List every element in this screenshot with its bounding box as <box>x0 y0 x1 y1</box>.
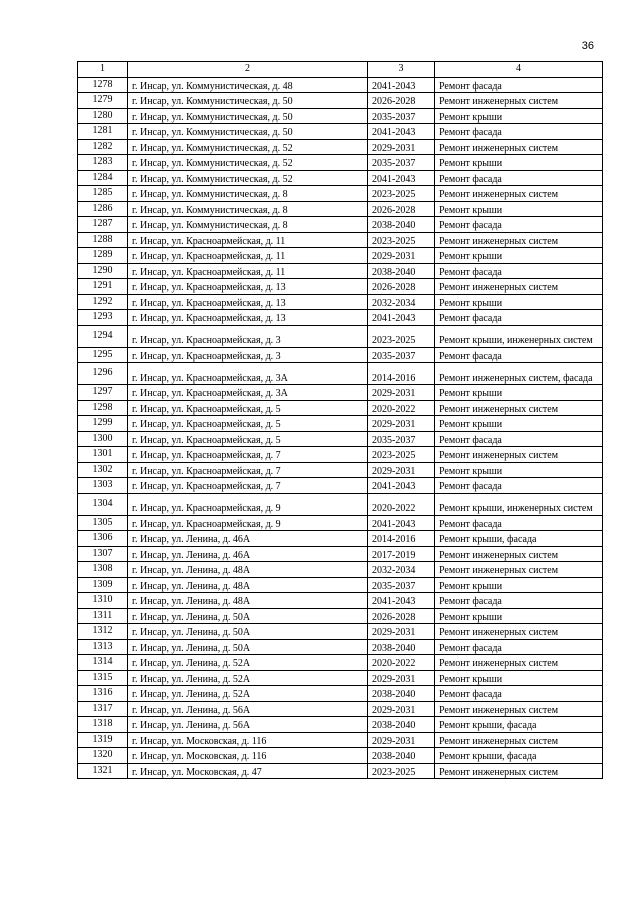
address-cell: г. Инсар, ул. Ленина, д. 50А <box>128 608 368 624</box>
row-number-cell: 1309 <box>78 577 128 593</box>
table-row <box>78 546 603 562</box>
period-cell: 2029-2031 <box>368 462 435 478</box>
table-row <box>78 531 603 547</box>
table-row <box>78 155 603 171</box>
period-cell: 2041-2043 <box>368 77 435 93</box>
address-cell: г. Инсар, ул. Красноармейская, д. 11 <box>128 248 368 264</box>
row-number-cell: 1295 <box>78 347 128 363</box>
work-type-cell: Ремонт фасада <box>435 593 603 609</box>
address-cell: г. Инсар, ул. Ленина, д. 48А <box>128 577 368 593</box>
table-row <box>78 248 603 264</box>
address-cell: г. Инсар, ул. Ленина, д. 48А <box>128 562 368 578</box>
row-number-cell: 1291 <box>78 279 128 295</box>
row-number-cell: 1301 <box>78 447 128 463</box>
address-cell: г. Инсар, ул. Красноармейская, д. 3 <box>128 325 368 347</box>
address-cell: г. Инсар, ул. Коммунистическая, д. 52 <box>128 139 368 155</box>
period-cell: 2035-2037 <box>368 577 435 593</box>
row-number-cell: 1306 <box>78 531 128 547</box>
work-type-cell: Ремонт фасада <box>435 124 603 140</box>
table-row <box>78 732 603 748</box>
period-cell: 2041-2043 <box>368 124 435 140</box>
address-cell: г. Инсар, ул. Красноармейская, д. 7 <box>128 462 368 478</box>
table-row <box>78 686 603 702</box>
table-row <box>78 310 603 326</box>
period-cell: 2041-2043 <box>368 478 435 494</box>
address-cell: г. Инсар, ул. Ленина, д. 56А <box>128 717 368 733</box>
work-type-cell: Ремонт инженерных систем <box>435 763 603 779</box>
period-cell: 2017-2019 <box>368 546 435 562</box>
address-cell: г. Инсар, ул. Красноармейская, д. 5 <box>128 400 368 416</box>
address-cell: г. Инсар, ул. Красноармейская, д. 5 <box>128 431 368 447</box>
table-row <box>78 763 603 779</box>
address-cell: г. Инсар, ул. Красноармейская, д. 3А <box>128 385 368 401</box>
table-row <box>78 701 603 717</box>
work-type-cell: Ремонт инженерных систем <box>435 232 603 248</box>
row-number-cell: 1313 <box>78 639 128 655</box>
row-number-cell: 1290 <box>78 263 128 279</box>
work-type-cell: Ремонт крыши <box>435 608 603 624</box>
table-row <box>78 263 603 279</box>
address-cell: г. Инсар, ул. Красноармейская, д. 5 <box>128 416 368 432</box>
work-type-cell: Ремонт фасада <box>435 77 603 93</box>
period-cell: 2035-2037 <box>368 431 435 447</box>
row-number-cell: 1296 <box>78 363 128 385</box>
address-cell: г. Инсар, ул. Красноармейская, д. 9 <box>128 493 368 515</box>
address-cell: г. Инсар, ул. Красноармейская, д. 13 <box>128 279 368 295</box>
row-number-cell: 1305 <box>78 515 128 531</box>
table-row <box>78 279 603 295</box>
work-type-cell: Ремонт инженерных систем, фасада <box>435 363 603 385</box>
work-type-cell: Ремонт инженерных систем <box>435 447 603 463</box>
period-cell: 2023-2025 <box>368 232 435 248</box>
header-col-1: 1 <box>78 62 128 78</box>
work-type-cell: Ремонт крыши <box>435 155 603 171</box>
table-row <box>78 139 603 155</box>
table-row <box>78 593 603 609</box>
row-number-cell: 1303 <box>78 478 128 494</box>
row-number-cell: 1316 <box>78 686 128 702</box>
address-cell: г. Инсар, ул. Красноармейская, д. 7 <box>128 447 368 463</box>
work-type-cell: Ремонт фасада <box>435 686 603 702</box>
work-type-cell: Ремонт крыши, фасада <box>435 717 603 733</box>
row-number-cell: 1312 <box>78 624 128 640</box>
row-number-cell: 1311 <box>78 608 128 624</box>
address-cell: г. Инсар, ул. Московская, д. 47 <box>128 763 368 779</box>
table-body <box>78 77 603 779</box>
work-type-cell: Ремонт фасада <box>435 515 603 531</box>
address-cell: г. Инсар, ул. Ленина, д. 46А <box>128 531 368 547</box>
table-row <box>78 108 603 124</box>
address-cell: г. Инсар, ул. Коммунистическая, д. 8 <box>128 217 368 233</box>
address-cell: г. Инсар, ул. Ленина, д. 52А <box>128 670 368 686</box>
work-type-cell: Ремонт инженерных систем <box>435 279 603 295</box>
address-cell: г. Инсар, ул. Красноармейская, д. 9 <box>128 515 368 531</box>
work-type-cell: Ремонт крыши <box>435 385 603 401</box>
work-type-cell: Ремонт крыши <box>435 294 603 310</box>
period-cell: 2029-2031 <box>368 732 435 748</box>
work-type-cell: Ремонт инженерных систем <box>435 732 603 748</box>
table-row <box>78 325 603 347</box>
row-number-cell: 1280 <box>78 108 128 124</box>
period-cell: 2038-2040 <box>368 686 435 702</box>
row-number-cell: 1302 <box>78 462 128 478</box>
table-row <box>78 416 603 432</box>
period-cell: 2029-2031 <box>368 701 435 717</box>
period-cell: 2023-2025 <box>368 763 435 779</box>
period-cell: 2020-2022 <box>368 400 435 416</box>
period-cell: 2023-2025 <box>368 447 435 463</box>
row-number-cell: 1282 <box>78 139 128 155</box>
address-cell: г. Инсар, ул. Московская, д. 116 <box>128 748 368 764</box>
address-cell: г. Инсар, ул. Красноармейская, д. 3А <box>128 363 368 385</box>
address-cell: г. Инсар, ул. Ленина, д. 56А <box>128 701 368 717</box>
period-cell: 2014-2016 <box>368 531 435 547</box>
table-row <box>78 217 603 233</box>
table-header-row <box>78 62 603 78</box>
work-type-cell: Ремонт инженерных систем <box>435 624 603 640</box>
work-type-cell: Ремонт инженерных систем <box>435 93 603 109</box>
row-number-cell: 1314 <box>78 655 128 671</box>
work-type-cell: Ремонт фасада <box>435 431 603 447</box>
work-type-cell: Ремонт фасада <box>435 347 603 363</box>
work-type-cell: Ремонт фасада <box>435 217 603 233</box>
period-cell: 2023-2025 <box>368 186 435 202</box>
period-cell: 2035-2037 <box>368 347 435 363</box>
row-number-cell: 1310 <box>78 593 128 609</box>
work-type-cell: Ремонт фасада <box>435 478 603 494</box>
table-row <box>78 400 603 416</box>
work-type-cell: Ремонт инженерных систем <box>435 400 603 416</box>
table-row <box>78 232 603 248</box>
work-type-cell: Ремонт крыши, инженерных систем <box>435 325 603 347</box>
address-cell: г. Инсар, ул. Ленина, д. 52А <box>128 686 368 702</box>
address-cell: г. Инсар, ул. Красноармейская, д. 3 <box>128 347 368 363</box>
page-number: 36 <box>581 40 594 52</box>
address-cell: г. Инсар, ул. Красноармейская, д. 13 <box>128 294 368 310</box>
period-cell: 2026-2028 <box>368 93 435 109</box>
row-number-cell: 1292 <box>78 294 128 310</box>
period-cell: 2038-2040 <box>368 717 435 733</box>
table-row <box>78 124 603 140</box>
period-cell: 2038-2040 <box>368 748 435 764</box>
table-row <box>78 562 603 578</box>
table-row <box>78 294 603 310</box>
period-cell: 2020-2022 <box>368 493 435 515</box>
address-cell: г. Инсар, ул. Ленина, д. 46А <box>128 546 368 562</box>
table-row <box>78 170 603 186</box>
work-type-cell: Ремонт крыши, инженерных систем <box>435 493 603 515</box>
row-number-cell: 1318 <box>78 717 128 733</box>
period-cell: 2038-2040 <box>368 217 435 233</box>
table-row <box>78 639 603 655</box>
table-row <box>78 186 603 202</box>
table-row <box>78 748 603 764</box>
table-row <box>78 77 603 93</box>
period-cell: 2029-2031 <box>368 670 435 686</box>
address-cell: г. Инсар, ул. Коммунистическая, д. 48 <box>128 77 368 93</box>
work-type-cell: Ремонт инженерных систем <box>435 655 603 671</box>
period-cell: 2023-2025 <box>368 325 435 347</box>
header-col-4: 4 <box>435 62 603 78</box>
row-number-cell: 1287 <box>78 217 128 233</box>
table-row <box>78 655 603 671</box>
row-number-cell: 1289 <box>78 248 128 264</box>
row-number-cell: 1283 <box>78 155 128 171</box>
repair-schedule-table <box>77 61 603 779</box>
work-type-cell: Ремонт инженерных систем <box>435 186 603 202</box>
table-row <box>78 347 603 363</box>
header-col-2: 2 <box>128 62 368 78</box>
address-cell: г. Инсар, ул. Коммунистическая, д. 50 <box>128 124 368 140</box>
address-cell: г. Инсар, ул. Коммунистическая, д. 50 <box>128 108 368 124</box>
period-cell: 2014-2016 <box>368 363 435 385</box>
period-cell: 2029-2031 <box>368 248 435 264</box>
table-row <box>78 462 603 478</box>
period-cell: 2026-2028 <box>368 279 435 295</box>
period-cell: 2041-2043 <box>368 593 435 609</box>
row-number-cell: 1288 <box>78 232 128 248</box>
period-cell: 2035-2037 <box>368 155 435 171</box>
address-cell: г. Инсар, ул. Красноармейская, д. 11 <box>128 232 368 248</box>
row-number-cell: 1281 <box>78 124 128 140</box>
work-type-cell: Ремонт фасада <box>435 263 603 279</box>
row-number-cell: 1320 <box>78 748 128 764</box>
work-type-cell: Ремонт фасада <box>435 639 603 655</box>
address-cell: г. Инсар, ул. Коммунистическая, д. 52 <box>128 170 368 186</box>
work-type-cell: Ремонт крыши <box>435 108 603 124</box>
period-cell: 2038-2040 <box>368 263 435 279</box>
work-type-cell: Ремонт крыши <box>435 248 603 264</box>
period-cell: 2035-2037 <box>368 108 435 124</box>
row-number-cell: 1317 <box>78 701 128 717</box>
work-type-cell: Ремонт крыши <box>435 416 603 432</box>
address-cell: г. Инсар, ул. Коммунистическая, д. 8 <box>128 186 368 202</box>
work-type-cell: Ремонт инженерных систем <box>435 562 603 578</box>
address-cell: г. Инсар, ул. Ленина, д. 48А <box>128 593 368 609</box>
address-cell: г. Инсар, ул. Красноармейская, д. 13 <box>128 310 368 326</box>
period-cell: 2041-2043 <box>368 515 435 531</box>
period-cell: 2029-2031 <box>368 416 435 432</box>
work-type-cell: Ремонт инженерных систем <box>435 701 603 717</box>
table-row <box>78 670 603 686</box>
address-cell: г. Инсар, ул. Московская, д. 116 <box>128 732 368 748</box>
address-cell: г. Инсар, ул. Коммунистическая, д. 8 <box>128 201 368 217</box>
work-type-cell: Ремонт инженерных систем <box>435 546 603 562</box>
period-cell: 2032-2034 <box>368 562 435 578</box>
table-row <box>78 515 603 531</box>
period-cell: 2038-2040 <box>368 639 435 655</box>
table-row <box>78 608 603 624</box>
address-cell: г. Инсар, ул. Ленина, д. 50А <box>128 639 368 655</box>
period-cell: 2020-2022 <box>368 655 435 671</box>
work-type-cell: Ремонт фасада <box>435 170 603 186</box>
row-number-cell: 1298 <box>78 400 128 416</box>
table-row <box>78 93 603 109</box>
table-row <box>78 385 603 401</box>
address-cell: г. Инсар, ул. Ленина, д. 52А <box>128 655 368 671</box>
table-row <box>78 717 603 733</box>
header-col-3: 3 <box>368 62 435 78</box>
row-number-cell: 1300 <box>78 431 128 447</box>
table-row <box>78 577 603 593</box>
work-type-cell: Ремонт инженерных систем <box>435 139 603 155</box>
row-number-cell: 1285 <box>78 186 128 202</box>
row-number-cell: 1319 <box>78 732 128 748</box>
period-cell: 2029-2031 <box>368 139 435 155</box>
row-number-cell: 1321 <box>78 763 128 779</box>
table-row <box>78 624 603 640</box>
row-number-cell: 1308 <box>78 562 128 578</box>
row-number-cell: 1304 <box>78 493 128 515</box>
row-number-cell: 1279 <box>78 93 128 109</box>
period-cell: 2026-2028 <box>368 201 435 217</box>
row-number-cell: 1293 <box>78 310 128 326</box>
row-number-cell: 1307 <box>78 546 128 562</box>
table-row <box>78 447 603 463</box>
address-cell: г. Инсар, ул. Коммунистическая, д. 52 <box>128 155 368 171</box>
row-number-cell: 1299 <box>78 416 128 432</box>
table-row <box>78 431 603 447</box>
row-number-cell: 1286 <box>78 201 128 217</box>
period-cell: 2026-2028 <box>368 608 435 624</box>
work-type-cell: Ремонт крыши <box>435 670 603 686</box>
table-row <box>78 363 603 385</box>
row-number-cell: 1284 <box>78 170 128 186</box>
work-type-cell: Ремонт крыши, фасада <box>435 531 603 547</box>
period-cell: 2032-2034 <box>368 294 435 310</box>
address-cell: г. Инсар, ул. Красноармейская, д. 7 <box>128 478 368 494</box>
period-cell: 2041-2043 <box>368 310 435 326</box>
work-type-cell: Ремонт крыши, фасада <box>435 748 603 764</box>
row-number-cell: 1278 <box>78 77 128 93</box>
address-cell: г. Инсар, ул. Ленина, д. 50А <box>128 624 368 640</box>
table-row <box>78 478 603 494</box>
table-row <box>78 201 603 217</box>
work-type-cell: Ремонт крыши <box>435 201 603 217</box>
row-number-cell: 1315 <box>78 670 128 686</box>
table-row <box>78 493 603 515</box>
work-type-cell: Ремонт крыши <box>435 577 603 593</box>
work-type-cell: Ремонт фасада <box>435 310 603 326</box>
period-cell: 2041-2043 <box>368 170 435 186</box>
row-number-cell: 1297 <box>78 385 128 401</box>
address-cell: г. Инсар, ул. Красноармейская, д. 11 <box>128 263 368 279</box>
work-type-cell: Ремонт крыши <box>435 462 603 478</box>
row-number-cell: 1294 <box>78 325 128 347</box>
period-cell: 2029-2031 <box>368 624 435 640</box>
address-cell: г. Инсар, ул. Коммунистическая, д. 50 <box>128 93 368 109</box>
period-cell: 2029-2031 <box>368 385 435 401</box>
